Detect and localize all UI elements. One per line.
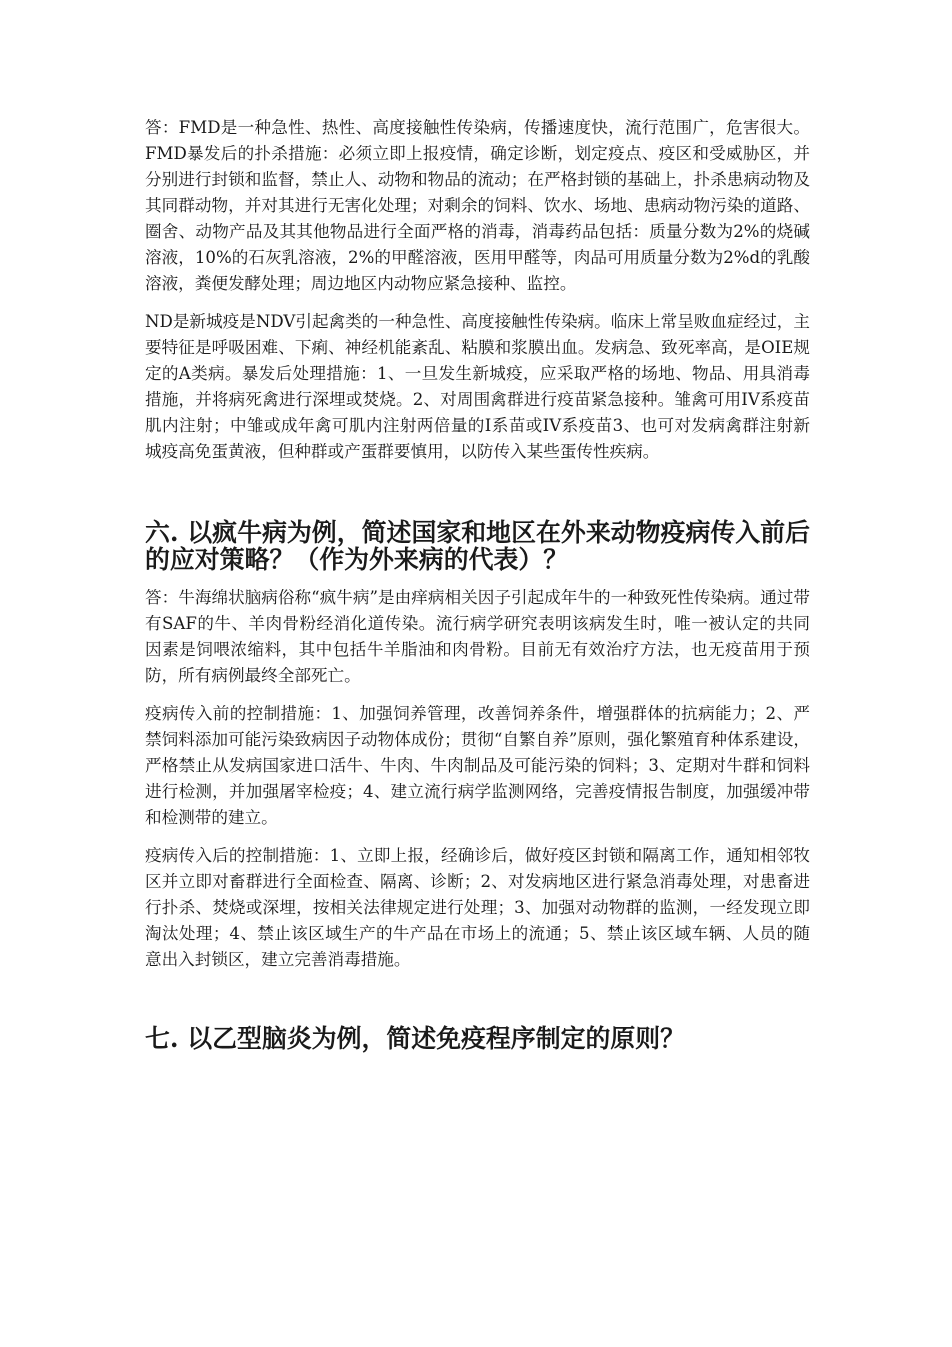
- bse-answer-paragraph: 答：牛海绵状脑病俗称“疯牛病”是由痒病相关因子引起成年牛的一种致死性传染病。通过带有SAF的牛、羊肉骨粉经消化道传染。流行病学研究表明该病发生时，唯一被认定的共同因素是饲喂浓缩料，其中包括牛羊脂油和肉骨粉。目前无有效治疗方法，也无疫苗用于预防，所有病例最终全部死亡。: [145, 588, 810, 685]
- post-introduction-measures-paragraph: 疫病传入后的控制措施：1、立即上报，经确诊后，做好疫区封锁和隔离工作，通知相邻牧区并立即对畜群进行全面检查、隔离、诊断；2、对发病地区进行紧急消毒处理，对患畜进行扑杀、焚烧或深埋，按相关法律规定进行处理；3、加强对动物群的监测，一经发现立即淘汰处理；4、禁止该区域生产的牛产品在市场上的流通；5、禁止该区域车辆、人员的随意出入封锁区，建立完善消毒措施。: [145, 846, 810, 969]
- section-spacer: [145, 985, 810, 1025]
- heading-spacer: [145, 573, 810, 585]
- section-7-heading: 七. 以乙型脑炎为例，简述免疫程序制定的原则？: [145, 1024, 686, 1053]
- fmd-answer-paragraph: 答：FMD是一种急性、热性、高度接触性传染病，传播速度快，流行范围广，危害很大。FMD暴发后的扑杀措施：必须立即上报疫情，确定诊断，划定疫点、疫区和受威胁区，并分别进行封锁和监督，禁止人、动物和物品的流动；在严格封锁的基础上，扑杀患病动物及其同群动物，并对其进行无害化处理；对剩余的饲料、饮水、场地、患病动物污染的道路、圈舍、动物产品及其其他物品进行全面严格的消毒，消毒药品包括：质量分数为2%的烧碱溶液，10%的石灰乳溶液，2%的甲醛溶液，医用甲醛等，肉品可用质量分数为2%d的乳酸溶液，粪便发酵处理；周边地区内动物应紧急接种、监控。: [145, 118, 810, 293]
- section-spacer: [145, 477, 810, 519]
- section-6-heading: 六. 以疯牛病为例，简述国家和地区在外来动物疫病传入前后的应对策略？（作为外来病的代表）？: [145, 518, 810, 574]
- pre-introduction-measures-paragraph: 疫病传入前的控制措施：1、加强饲养管理，改善饲养条件，增强群体的抗病能力；2、严禁饲料添加可能污染致病因子动物体成份；贯彻“自繁自养”原则，强化繁殖育种体系建设，严格禁止从发病国家进口活牛、牛肉、牛肉制品及可能污染的饲料；3、定期对牛群和饲料进行检测，并加强屠宰检疫；4、建立流行病学监测网络，完善疫情报告制度，加强缓冲带和检测带的建立。: [145, 704, 810, 827]
- document-page: [145, 115, 810, 1052]
- nd-paragraph: ND是新城疫是NDV引起禽类的一种急性、高度接触性传染病。临床上常呈败血症经过，主要特征是呼吸困难、下痢、神经机能紊乱、粘膜和浆膜出血。发病急、致死率高，是OIE规定的A类病。暴发后处理措施：1、一旦发生新城疫，应采取严格的场地、物品、用具消毒措施，并将病死禽进行深埋或焚烧。2、对周围禽群进行疫苗紧急接种。雏禽可用IV系疫苗肌内注射；中雏或成年禽可肌内注射两倍量的I系苗或IV系疫苗3、也可对发病禽群注射新城疫高免蛋黄液，但种群或产蛋群要慎用，以防传入某些蛋传性疾病。: [145, 312, 810, 461]
